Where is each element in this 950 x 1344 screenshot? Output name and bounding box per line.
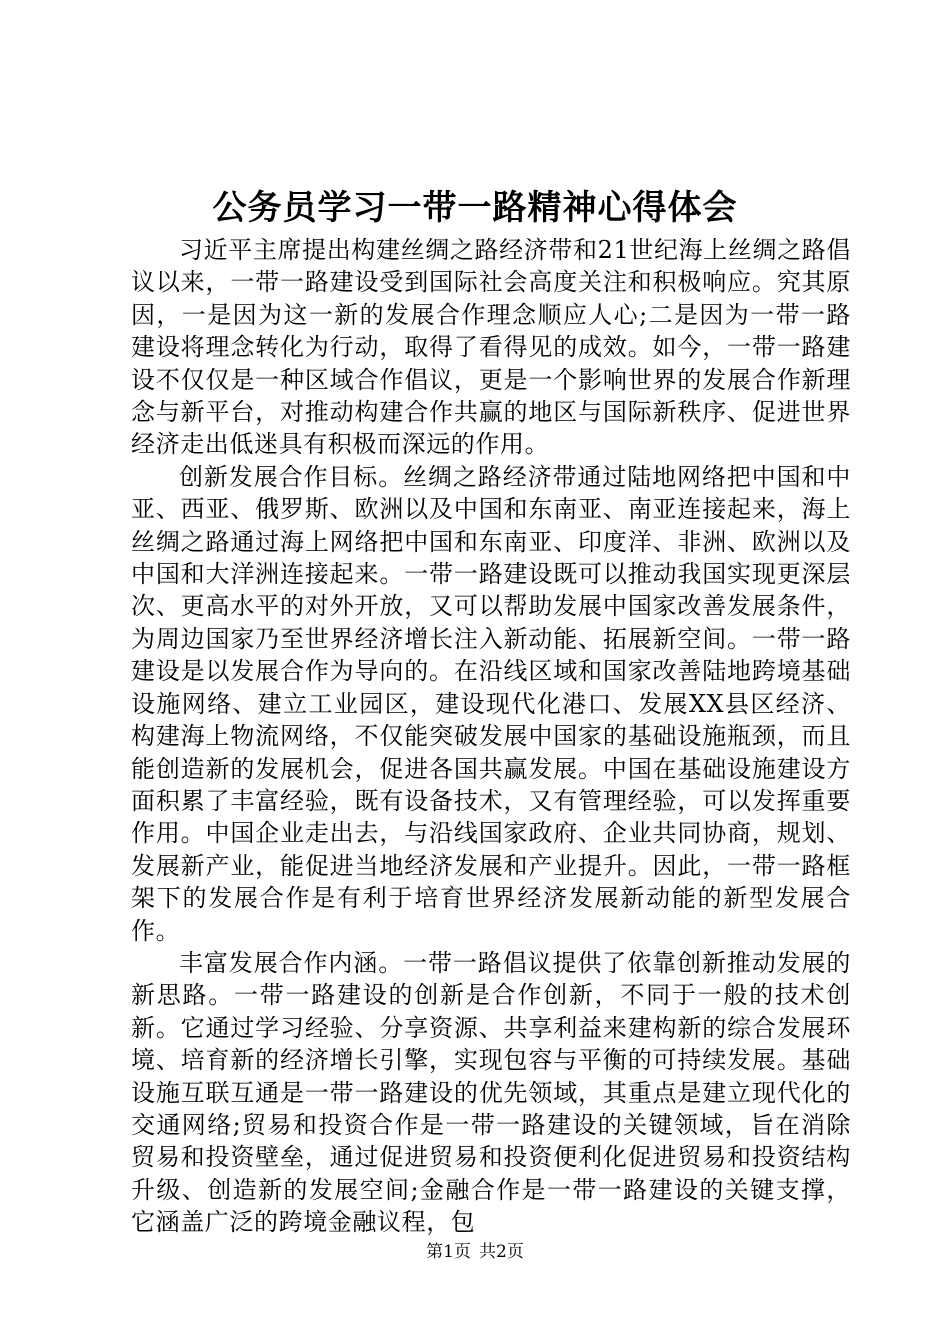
page-total: 共2页 (479, 1242, 524, 1262)
document-body (131, 234, 851, 1239)
paragraph-innovation-goals: 创新发展合作目标。丝绸之路经济带通过陆地网络把中国和中亚、西亚、俄罗斯、欧洲以及中国和东南亚、南亚连接起来，海上丝绸之路通过海上网络把中国和东南亚、印度洋、非洲、欧洲以及中国和大洋洲连接起来。一带一路建设既可以推动我国实现更深层次、更高水平的对外开放，又可以帮助发展中国家改善发展条件，为周边国家乃至世界经济增长注入新动能、拓展新空间。一带一路建设是以发展合作为导向的。在沿线区域和国家改善陆地跨境基础设施网络、建立工业园区，建设现代化港口、发展XX县区经济、构建海上物流网络，不仅能突破发展中国家的基础设施瓶颈，而且能创造新的发展机会，促进各国共赢发展。中国在基础设施建设方面积累了丰富经验，既有设备技术，又有管理经验，可以发挥重要作用。中国企业走出去，与沿线国家政府、企业共同协商，规划、发展新产业，能促进当地经济发展和产业提升。因此，一带一路框架下的发展合作是有利于培育世界经济发展新动能的新型发展合作。 (131, 462, 851, 945)
paragraph-enrich-connotation: 丰富发展合作内涵。一带一路倡议提供了依靠创新推动发展的新思路。一带一路建设的创新是合作创新，不同于一般的技术创新。它通过学习经验、分享资源、共享利益来建构新的综合发展环境、培育新的经济增长引擎，实现包容与平衡的可持续发展。基础设施互联互通是一带一路建设的优先领域，其重点是建立现代化的交通网络;贸易和投资合作是一带一路建设的关键领域，旨在消除贸易和投资壁垒，通过促进贸易和投资便利化促进贸易和投资结构升级、创造新的发展空间;金融合作是一带一路建设的关键支撑，它涵盖广泛的跨境金融议程，包 (131, 948, 851, 1237)
paragraph-intro: 习近平主席提出构建丝绸之路经济带和21世纪海上丝绸之路倡议以来，一带一路建设受到国际社会高度关注和积极响应。究其原因，一是因为这一新的发展合作理念顺应人心;二是因为一带一路建设将理念转化为行动，取得了看得见的成效。如今，一带一路建设不仅仅是一种区域合作倡议，更是一个影响世界的发展合作新理念与新平台，对推动构建合作共赢的地区与国际新秩序、促进世界经济走出低迷具有积极而深远的作用。 (131, 236, 851, 459)
page-number: 第1页 (426, 1242, 471, 1262)
document-title: 公务员学习一带一路精神心得体会 (212, 188, 738, 228)
page-footer (0, 1240, 950, 1264)
